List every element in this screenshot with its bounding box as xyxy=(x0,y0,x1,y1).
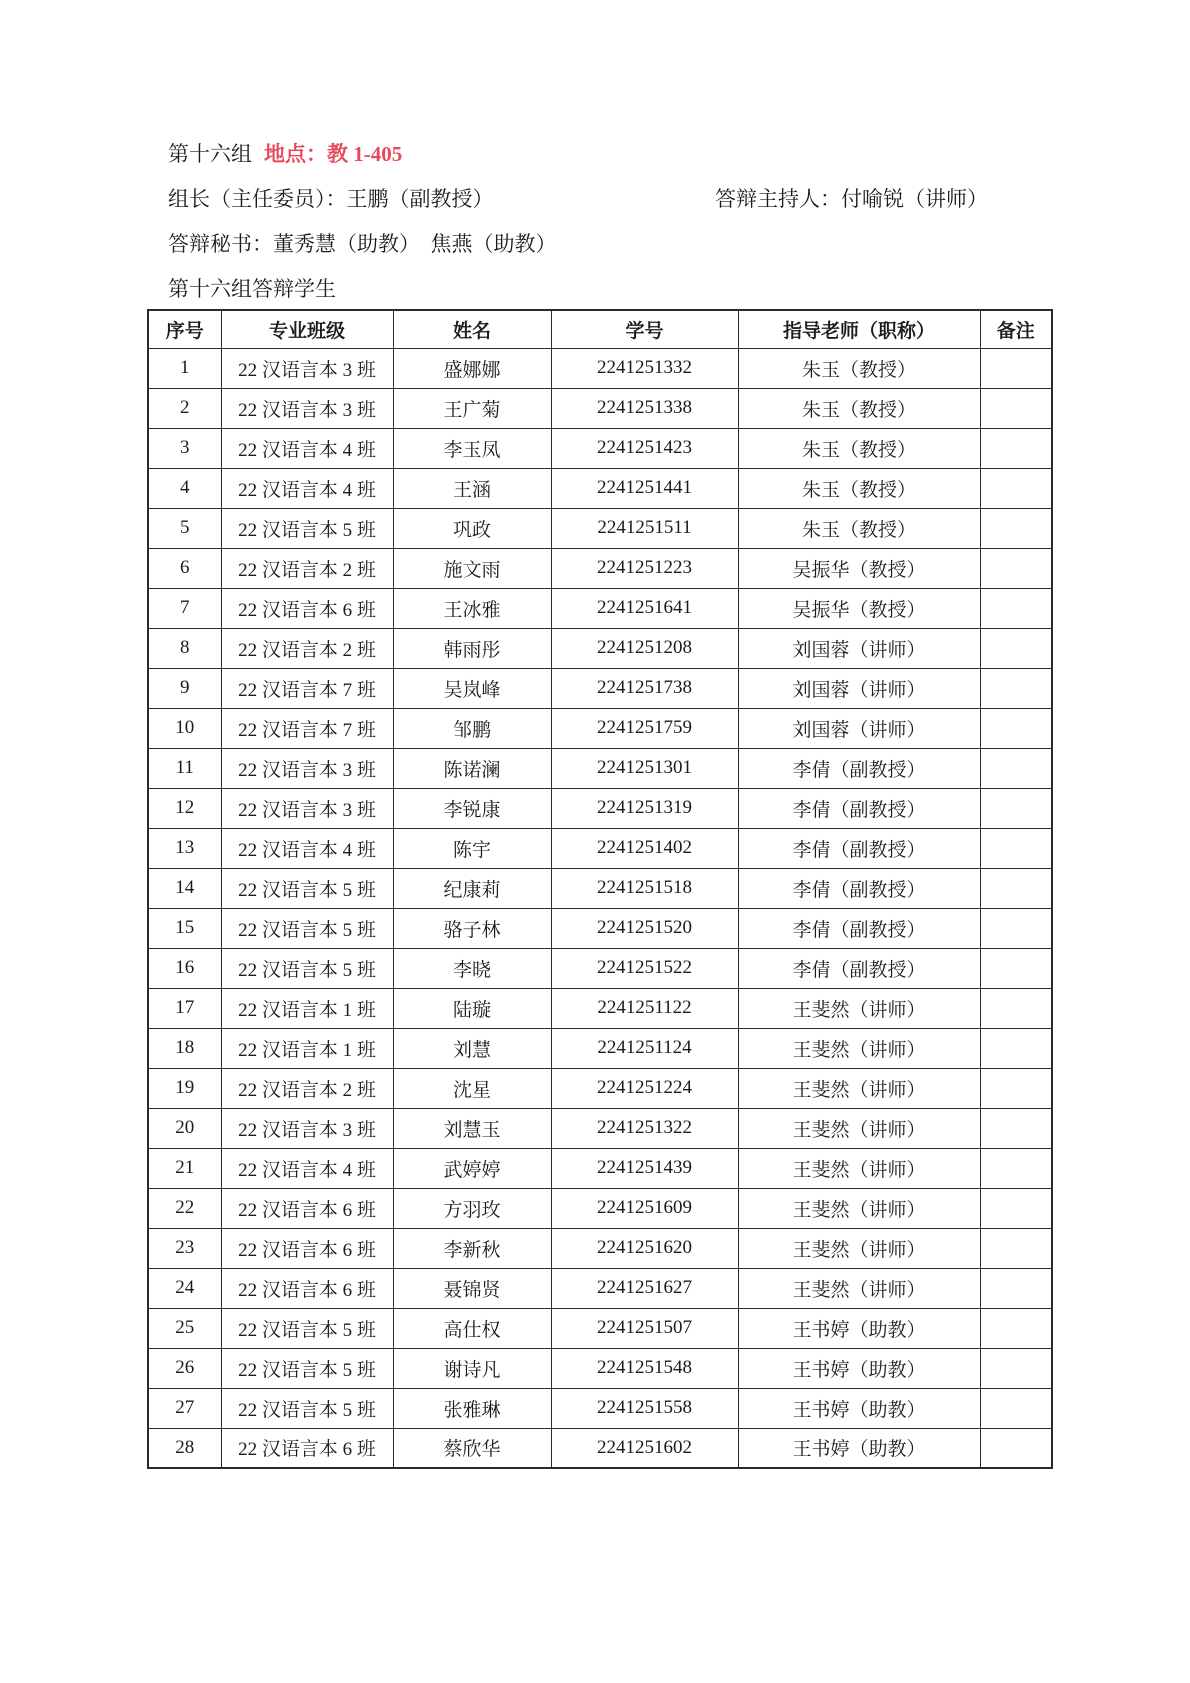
cell-no: 12 xyxy=(148,788,221,828)
cell-remark xyxy=(980,1068,1052,1108)
table-row xyxy=(148,1028,1052,1068)
column-header-no: 序号 xyxy=(148,310,221,348)
cell-advisor: 王书婷（助教） xyxy=(738,1388,980,1428)
cell-advisor: 李倩（副教授） xyxy=(738,788,980,828)
cell-remark xyxy=(980,868,1052,908)
cell-no: 17 xyxy=(148,988,221,1028)
cell-student-id: 2241251319 xyxy=(551,788,738,828)
cell-advisor: 吴振华（教授） xyxy=(738,548,980,588)
cell-name: 纪康莉 xyxy=(393,868,551,908)
cell-advisor: 吴振华（教授） xyxy=(738,588,980,628)
cell-no: 19 xyxy=(148,1068,221,1108)
cell-no: 1 xyxy=(148,348,221,388)
cell-no: 20 xyxy=(148,1108,221,1148)
cell-no: 7 xyxy=(148,588,221,628)
column-header-name: 姓名 xyxy=(393,310,551,348)
table-row xyxy=(148,548,1052,588)
cell-advisor: 朱玉（教授） xyxy=(738,468,980,508)
cell-advisor: 王斐然（讲师） xyxy=(738,988,980,1028)
cell-name: 武婷婷 xyxy=(393,1148,551,1188)
cell-name: 王涵 xyxy=(393,468,551,508)
cell-advisor: 朱玉（教授） xyxy=(738,428,980,468)
table-row xyxy=(148,588,1052,628)
cell-advisor: 李倩（副教授） xyxy=(738,828,980,868)
cell-no: 5 xyxy=(148,508,221,548)
cell-no: 4 xyxy=(148,468,221,508)
cell-class: 22 汉语言本 5 班 xyxy=(221,508,393,548)
table-row xyxy=(148,348,1052,388)
cell-remark xyxy=(980,1228,1052,1268)
table-row xyxy=(148,1268,1052,1308)
cell-class: 22 汉语言本 4 班 xyxy=(221,1148,393,1188)
cell-class: 22 汉语言本 5 班 xyxy=(221,948,393,988)
cell-student-id: 2241251507 xyxy=(551,1308,738,1348)
cell-no: 3 xyxy=(148,428,221,468)
table-body xyxy=(148,348,1052,1468)
cell-remark xyxy=(980,1148,1052,1188)
table-row xyxy=(148,1348,1052,1388)
cell-student-id: 2241251558 xyxy=(551,1388,738,1428)
cell-advisor: 王斐然（讲师） xyxy=(738,1148,980,1188)
cell-remark xyxy=(980,908,1052,948)
table-row xyxy=(148,668,1052,708)
cell-advisor: 李倩（副教授） xyxy=(738,948,980,988)
cell-name: 刘慧 xyxy=(393,1028,551,1068)
cell-student-id: 2241251332 xyxy=(551,348,738,388)
cell-advisor: 刘国蓉（讲师） xyxy=(738,708,980,748)
cell-no: 14 xyxy=(148,868,221,908)
cell-student-id: 2241251122 xyxy=(551,988,738,1028)
cell-name: 巩政 xyxy=(393,508,551,548)
cell-class: 22 汉语言本 4 班 xyxy=(221,828,393,868)
cell-name: 聂锦贤 xyxy=(393,1268,551,1308)
table-row xyxy=(148,1428,1052,1468)
cell-remark xyxy=(980,748,1052,788)
cell-student-id: 2241251402 xyxy=(551,828,738,868)
document-content xyxy=(147,140,1051,1469)
chair-line xyxy=(168,185,1051,213)
cell-class: 22 汉语言本 2 班 xyxy=(221,628,393,668)
cell-remark xyxy=(980,1308,1052,1348)
cell-class: 22 汉语言本 3 班 xyxy=(221,1108,393,1148)
cell-remark xyxy=(980,588,1052,628)
cell-class: 22 汉语言本 3 班 xyxy=(221,348,393,388)
cell-remark xyxy=(980,1188,1052,1228)
cell-name: 谢诗凡 xyxy=(393,1348,551,1388)
cell-name: 李晓 xyxy=(393,948,551,988)
cell-student-id: 2241251223 xyxy=(551,548,738,588)
cell-name: 骆子林 xyxy=(393,908,551,948)
cell-no: 6 xyxy=(148,548,221,588)
cell-student-id: 2241251548 xyxy=(551,1348,738,1388)
cell-advisor: 王书婷（助教） xyxy=(738,1348,980,1388)
cell-advisor: 李倩（副教授） xyxy=(738,868,980,908)
cell-class: 22 汉语言本 5 班 xyxy=(221,908,393,948)
cell-name: 李玉凤 xyxy=(393,428,551,468)
cell-no: 27 xyxy=(148,1388,221,1428)
table-row xyxy=(148,1228,1052,1268)
cell-advisor: 李倩（副教授） xyxy=(738,908,980,948)
cell-advisor: 王斐然（讲师） xyxy=(738,1268,980,1308)
cell-remark xyxy=(980,1028,1052,1068)
table-caption: 第十六组答辩学生 xyxy=(168,277,336,301)
cell-class: 22 汉语言本 5 班 xyxy=(221,1308,393,1348)
cell-advisor: 王斐然（讲师） xyxy=(738,1108,980,1148)
cell-remark xyxy=(980,388,1052,428)
cell-student-id: 2241251511 xyxy=(551,508,738,548)
cell-student-id: 2241251759 xyxy=(551,708,738,748)
cell-name: 盛娜娜 xyxy=(393,348,551,388)
cell-class: 22 汉语言本 6 班 xyxy=(221,588,393,628)
location-label: 地点：教 1-405 xyxy=(264,142,403,166)
cell-remark xyxy=(980,1388,1052,1428)
table-header-row xyxy=(148,310,1052,348)
cell-class: 22 汉语言本 6 班 xyxy=(221,1228,393,1268)
cell-student-id: 2241251520 xyxy=(551,908,738,948)
cell-class: 22 汉语言本 6 班 xyxy=(221,1268,393,1308)
cell-name: 刘慧玉 xyxy=(393,1108,551,1148)
cell-no: 21 xyxy=(148,1148,221,1188)
cell-remark xyxy=(980,708,1052,748)
cell-no: 15 xyxy=(148,908,221,948)
cell-remark xyxy=(980,468,1052,508)
defense-host-label: 答辩主持人：付喻锐（讲师） xyxy=(715,187,988,211)
cell-advisor: 朱玉（教授） xyxy=(738,508,980,548)
cell-student-id: 2241251124 xyxy=(551,1028,738,1068)
cell-name: 施文雨 xyxy=(393,548,551,588)
cell-name: 王冰雅 xyxy=(393,588,551,628)
cell-remark xyxy=(980,548,1052,588)
cell-remark xyxy=(980,1108,1052,1148)
column-header-advisor: 指导老师（职称） xyxy=(738,310,980,348)
cell-remark xyxy=(980,788,1052,828)
cell-student-id: 2241251208 xyxy=(551,628,738,668)
cell-class: 22 汉语言本 6 班 xyxy=(221,1428,393,1468)
cell-student-id: 2241251224 xyxy=(551,1068,738,1108)
cell-class: 22 汉语言本 1 班 xyxy=(221,1028,393,1068)
cell-student-id: 2241251609 xyxy=(551,1188,738,1228)
cell-student-id: 2241251441 xyxy=(551,468,738,508)
cell-class: 22 汉语言本 1 班 xyxy=(221,988,393,1028)
cell-remark xyxy=(980,508,1052,548)
table-row xyxy=(148,788,1052,828)
cell-student-id: 2241251627 xyxy=(551,1268,738,1308)
cell-class: 22 汉语言本 5 班 xyxy=(221,1388,393,1428)
cell-advisor: 王斐然（讲师） xyxy=(738,1188,980,1228)
cell-class: 22 汉语言本 5 班 xyxy=(221,1348,393,1388)
table-row xyxy=(148,1148,1052,1188)
cell-no: 16 xyxy=(148,948,221,988)
cell-no: 18 xyxy=(148,1028,221,1068)
table-row xyxy=(148,428,1052,468)
group-leader-label: 组长（主任委员）：王鹏（副教授） xyxy=(168,187,494,211)
cell-advisor: 王斐然（讲师） xyxy=(738,1028,980,1068)
table-row xyxy=(148,868,1052,908)
column-header-student-id: 学号 xyxy=(551,310,738,348)
cell-student-id: 2241251602 xyxy=(551,1428,738,1468)
table-row xyxy=(148,1308,1052,1348)
cell-no: 13 xyxy=(148,828,221,868)
student-roster-table xyxy=(147,309,1053,1469)
table-row xyxy=(148,828,1052,868)
cell-class: 22 汉语言本 3 班 xyxy=(221,788,393,828)
cell-name: 李新秋 xyxy=(393,1228,551,1268)
cell-student-id: 2241251439 xyxy=(551,1148,738,1188)
column-header-class: 专业班级 xyxy=(221,310,393,348)
cell-remark xyxy=(980,348,1052,388)
cell-name: 邹鹏 xyxy=(393,708,551,748)
cell-remark xyxy=(980,1428,1052,1468)
cell-advisor: 王书婷（助教） xyxy=(738,1428,980,1468)
cell-no: 9 xyxy=(148,668,221,708)
cell-class: 22 汉语言本 6 班 xyxy=(221,1188,393,1228)
cell-advisor: 王书婷（助教） xyxy=(738,1308,980,1348)
table-row xyxy=(148,468,1052,508)
cell-class: 22 汉语言本 7 班 xyxy=(221,668,393,708)
cell-advisor: 王斐然（讲师） xyxy=(738,1228,980,1268)
cell-remark xyxy=(980,828,1052,868)
cell-student-id: 2241251620 xyxy=(551,1228,738,1268)
cell-class: 22 汉语言本 3 班 xyxy=(221,388,393,428)
cell-advisor: 刘国蓉（讲师） xyxy=(738,668,980,708)
cell-student-id: 2241251338 xyxy=(551,388,738,428)
cell-no: 11 xyxy=(148,748,221,788)
cell-no: 25 xyxy=(148,1308,221,1348)
cell-remark xyxy=(980,668,1052,708)
cell-class: 22 汉语言本 3 班 xyxy=(221,748,393,788)
cell-advisor: 朱玉（教授） xyxy=(738,348,980,388)
cell-student-id: 2241251522 xyxy=(551,948,738,988)
cell-remark xyxy=(980,628,1052,668)
cell-advisor: 李倩（副教授） xyxy=(738,748,980,788)
cell-class: 22 汉语言本 4 班 xyxy=(221,428,393,468)
cell-student-id: 2241251423 xyxy=(551,428,738,468)
table-row xyxy=(148,1068,1052,1108)
table-row xyxy=(148,988,1052,1028)
table-row xyxy=(148,1388,1052,1428)
cell-remark xyxy=(980,1348,1052,1388)
cell-no: 8 xyxy=(148,628,221,668)
cell-remark xyxy=(980,428,1052,468)
cell-advisor: 刘国蓉（讲师） xyxy=(738,628,980,668)
cell-name: 沈星 xyxy=(393,1068,551,1108)
secretary-line: 答辩秘书：董秀慧（助教） 焦燕（助教） xyxy=(168,232,557,256)
cell-name: 陈宇 xyxy=(393,828,551,868)
cell-name: 蔡欣华 xyxy=(393,1428,551,1468)
cell-name: 吴岚峰 xyxy=(393,668,551,708)
cell-no: 23 xyxy=(148,1228,221,1268)
group-title: 第十六组 xyxy=(168,142,252,166)
cell-class: 22 汉语言本 4 班 xyxy=(221,468,393,508)
cell-student-id: 2241251301 xyxy=(551,748,738,788)
cell-no: 28 xyxy=(148,1428,221,1468)
cell-no: 26 xyxy=(148,1348,221,1388)
group-title-line xyxy=(168,140,1051,168)
cell-student-id: 2241251322 xyxy=(551,1108,738,1148)
table-row xyxy=(148,388,1052,428)
cell-student-id: 2241251518 xyxy=(551,868,738,908)
cell-student-id: 2241251738 xyxy=(551,668,738,708)
column-header-remark: 备注 xyxy=(980,310,1052,348)
cell-no: 22 xyxy=(148,1188,221,1228)
cell-class: 22 汉语言本 5 班 xyxy=(221,868,393,908)
cell-name: 高仕权 xyxy=(393,1308,551,1348)
table-row xyxy=(148,628,1052,668)
cell-no: 24 xyxy=(148,1268,221,1308)
cell-no: 10 xyxy=(148,708,221,748)
table-header xyxy=(148,310,1052,348)
table-row xyxy=(148,508,1052,548)
cell-name: 方羽玫 xyxy=(393,1188,551,1228)
cell-student-id: 2241251641 xyxy=(551,588,738,628)
table-row xyxy=(148,948,1052,988)
cell-remark xyxy=(980,1268,1052,1308)
cell-advisor: 朱玉（教授） xyxy=(738,388,980,428)
table-row xyxy=(148,708,1052,748)
table-row xyxy=(148,1188,1052,1228)
cell-name: 陆璇 xyxy=(393,988,551,1028)
cell-name: 李锐康 xyxy=(393,788,551,828)
cell-name: 张雅琳 xyxy=(393,1388,551,1428)
table-row xyxy=(148,1108,1052,1148)
cell-remark xyxy=(980,948,1052,988)
cell-name: 陈诺澜 xyxy=(393,748,551,788)
cell-name: 韩雨彤 xyxy=(393,628,551,668)
cell-class: 22 汉语言本 2 班 xyxy=(221,1068,393,1108)
cell-no: 2 xyxy=(148,388,221,428)
cell-advisor: 王斐然（讲师） xyxy=(738,1068,980,1108)
cell-class: 22 汉语言本 2 班 xyxy=(221,548,393,588)
table-row xyxy=(148,748,1052,788)
table-row xyxy=(148,908,1052,948)
cell-remark xyxy=(980,988,1052,1028)
cell-class: 22 汉语言本 7 班 xyxy=(221,708,393,748)
cell-name: 王广菊 xyxy=(393,388,551,428)
